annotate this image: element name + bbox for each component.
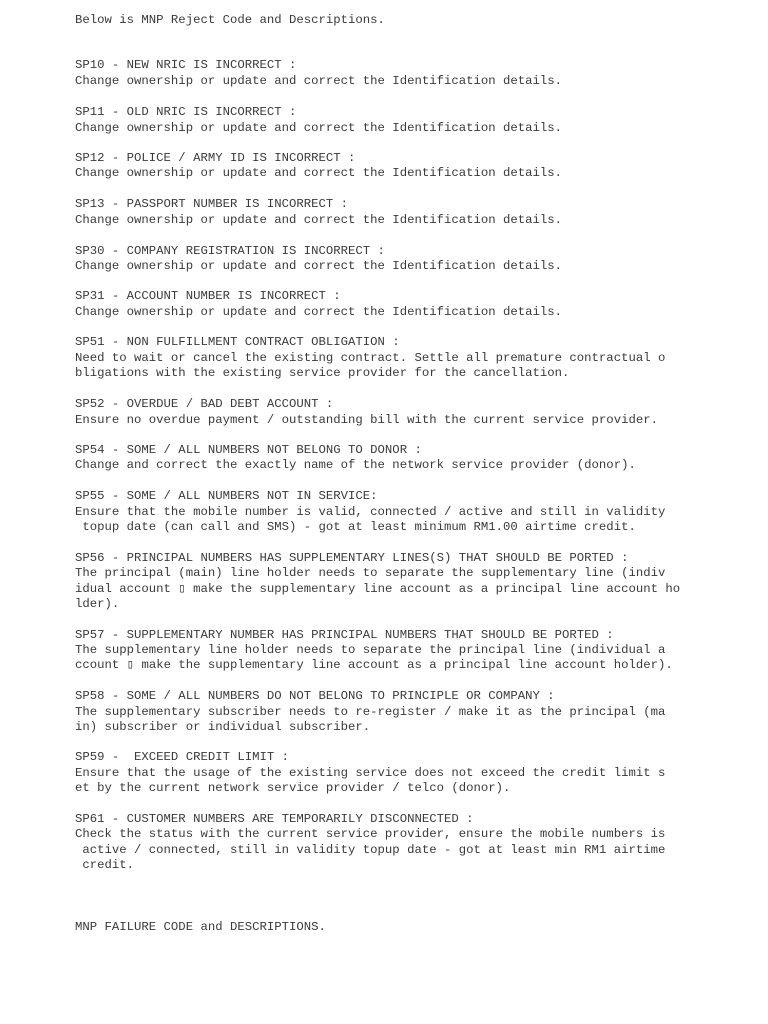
failure-code-heading: MNP FAILURE CODE and DESCRIPTIONS. <box>75 920 326 934</box>
code-heading-sp61: SP61 - CUSTOMER NUMBERS ARE TEMPORARILY DISCONNECTED : <box>75 812 474 826</box>
code-heading-sp31: SP31 - ACCOUNT NUMBER IS INCORRECT : <box>75 289 341 303</box>
description-line: Change ownership or update and correct the Identification details. <box>75 166 563 180</box>
description-line: Change ownership or update and correct the Identification details. <box>75 121 563 135</box>
code-heading-sp54: SP54 - SOME / ALL NUMBERS NOT BELONG TO DONOR : <box>75 443 422 457</box>
description-line: ccount ▯ make the supplementary line account as a principal line account holder). <box>75 658 673 672</box>
description-line: The supplementary line holder needs to separate the principal line (individual a <box>75 643 666 657</box>
description-line: Need to wait or cancel the existing contract. Settle all premature contractual o <box>75 351 666 365</box>
description-line: Change ownership or update and correct the Identification details. <box>75 74 563 88</box>
description-line: Ensure that the mobile number is valid, connected / active and still in validity <box>75 505 666 519</box>
code-heading-sp52: SP52 - OVERDUE / BAD DEBT ACCOUNT : <box>75 397 334 411</box>
description-line: The principal (main) line holder needs to separate the supplementary line (indiv <box>75 566 666 580</box>
code-heading-sp55: SP55 - SOME / ALL NUMBERS NOT IN SERVICE: <box>75 489 378 503</box>
description-line: active / connected, still in validity topup date - got at least min RM1 airtime <box>75 843 666 857</box>
description-line: lder). <box>75 597 120 611</box>
description-line: Change and correct the exactly name of the network service provider (donor). <box>75 458 636 472</box>
intro-line: Below is MNP Reject Code and Descriptions. <box>75 13 385 27</box>
description-line: Ensure that the usage of the existing service does not exceed the credit limit s <box>75 766 666 780</box>
code-heading-sp10: SP10 - NEW NRIC IS INCORRECT : <box>75 58 297 72</box>
description-line: Change ownership or update and correct the Identification details. <box>75 305 563 319</box>
description-line: bligations with the existing service provider for the cancellation. <box>75 366 570 380</box>
description-line: Change ownership or update and correct the Identification details. <box>75 213 563 227</box>
code-heading-sp12: SP12 - POLICE / ARMY ID IS INCORRECT : <box>75 151 356 165</box>
code-heading-sp51: SP51 - NON FULFILLMENT CONTRACT OBLIGATION : <box>75 335 400 349</box>
code-heading-sp59: SP59 - EXCEED CREDIT LIMIT : <box>75 750 290 764</box>
description-line: Ensure no overdue payment / outstanding bill with the current service provider. <box>75 413 658 427</box>
code-heading-sp13: SP13 - PASSPORT NUMBER IS INCORRECT : <box>75 197 349 211</box>
description-line: et by the current network service provider / telco (donor). <box>75 781 511 795</box>
description-line: topup date (can call and SMS) - got at least minimum RM1.00 airtime credit. <box>75 520 636 534</box>
code-heading-sp56: SP56 - PRINCIPAL NUMBERS HAS SUPPLEMENTARY LINES(S) THAT SHOULD BE PORTED : <box>75 551 629 565</box>
description-line: Check the status with the current service provider, ensure the mobile numbers is <box>75 827 666 841</box>
description-line: in) subscriber or individual subscriber. <box>75 720 371 734</box>
code-heading-sp11: SP11 - OLD NRIC IS INCORRECT : <box>75 105 297 119</box>
code-heading-sp30: SP30 - COMPANY REGISTRATION IS INCORRECT : <box>75 244 385 258</box>
description-line: The supplementary subscriber needs to re-register / make it as the principal (ma <box>75 705 666 719</box>
description-line: Change ownership or update and correct the Identification details. <box>75 259 563 273</box>
description-line: idual account ▯ make the supplementary line account as a principal line account ho <box>75 582 681 596</box>
code-heading-sp58: SP58 - SOME / ALL NUMBERS DO NOT BELONG TO PRINCIPLE OR COMPANY : <box>75 689 555 703</box>
code-heading-sp57: SP57 - SUPPLEMENTARY NUMBER HAS PRINCIPAL NUMBERS THAT SHOULD BE PORTED : <box>75 628 614 642</box>
description-line: credit. <box>75 858 135 872</box>
